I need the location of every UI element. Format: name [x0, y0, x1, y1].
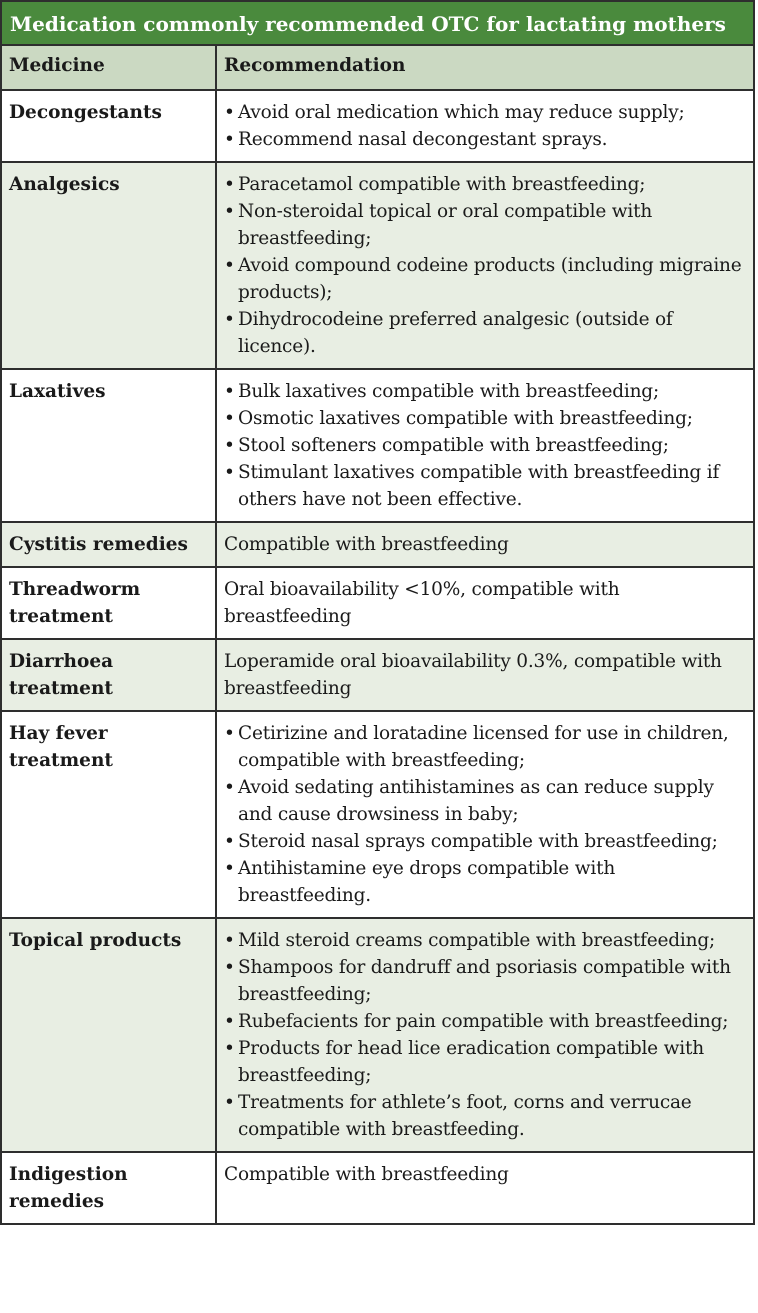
- recommendation-item: • Avoid compound codeine products (including migraine products);: [224, 252, 745, 306]
- recommendation-text: Compatible with breastfeeding: [224, 534, 509, 555]
- recommendation-list: [224, 720, 745, 909]
- recommendation-table: [2, 46, 753, 1223]
- recommendation-list: [224, 927, 745, 1143]
- table-row: [2, 522, 753, 567]
- medicine-cell: Threadworm treatment: [2, 567, 216, 639]
- medicine-cell: Hay fever treatment: [2, 711, 216, 918]
- recommendation-list: [224, 378, 745, 513]
- table-title: Medication commonly recommended OTC for lactating mothers: [2, 2, 753, 46]
- recommendation-item: • Bulk laxatives compatible with breastfeeding;: [224, 378, 745, 405]
- recommendation-item: • Treatments for athlete’s foot, corns and verrucae compatible with breastfeeding.: [224, 1089, 745, 1143]
- recommendation-item: • Avoid sedating antihistamines as can reduce supply and cause drowsiness in baby;: [224, 774, 745, 828]
- recommendation-item: • Stimulant laxatives compatible with breastfeeding if others have not been effective.: [224, 459, 745, 513]
- recommendation-item: • Paracetamol compatible with breastfeeding;: [224, 171, 745, 198]
- medicine-cell: Diarrhoea treatment: [2, 639, 216, 711]
- medicine-cell: Decongestants: [2, 90, 216, 162]
- recommendation-text: Compatible with breastfeeding: [224, 1164, 509, 1185]
- table-row: [2, 1152, 753, 1223]
- recommendation-item: • Stool softeners compatible with breastfeeding;: [224, 432, 745, 459]
- medicine-cell: Cystitis remedies: [2, 522, 216, 567]
- recommendation-cell: [216, 90, 753, 162]
- recommendation-item: • Non-steroidal topical or oral compatible with breastfeeding;: [224, 198, 745, 252]
- recommendation-cell: [216, 1152, 753, 1223]
- recommendation-cell: [216, 369, 753, 522]
- recommendation-cell: [216, 567, 753, 639]
- recommendation-cell: [216, 918, 753, 1152]
- recommendation-text: Oral bioavailability <10%, compatible with breastfeeding: [224, 579, 620, 627]
- recommendation-cell: [216, 639, 753, 711]
- recommendation-cell: [216, 162, 753, 369]
- recommendation-item: • Avoid oral medication which may reduce supply;: [224, 99, 745, 126]
- table-row: [2, 567, 753, 639]
- recommendation-text: Loperamide oral bioavailability 0.3%, compatible with breastfeeding: [224, 651, 722, 699]
- recommendation-item: • Mild steroid creams compatible with breastfeeding;: [224, 927, 745, 954]
- header-medicine: Medicine: [2, 46, 216, 90]
- recommendation-item: • Osmotic laxatives compatible with breastfeeding;: [224, 405, 745, 432]
- recommendation-item: • Antihistamine eye drops compatible with breastfeeding.: [224, 855, 745, 909]
- header-recommendation: Recommendation: [216, 46, 753, 90]
- recommendation-cell: [216, 711, 753, 918]
- table-row: [2, 711, 753, 918]
- medicine-cell: Analgesics: [2, 162, 216, 369]
- table-row: [2, 918, 753, 1152]
- recommendation-cell: [216, 522, 753, 567]
- medicine-cell: Indigestion remedies: [2, 1152, 216, 1223]
- recommendation-item: • Steroid nasal sprays compatible with breastfeeding;: [224, 828, 745, 855]
- table-row: [2, 90, 753, 162]
- table-row: [2, 639, 753, 711]
- header-row: [2, 46, 753, 90]
- medicine-cell: Topical products: [2, 918, 216, 1152]
- medicine-cell: Laxatives: [2, 369, 216, 522]
- table-row: [2, 162, 753, 369]
- recommendation-item: • Shampoos for dandruff and psoriasis compatible with breastfeeding;: [224, 954, 745, 1008]
- recommendation-item: • Recommend nasal decongestant sprays.: [224, 126, 745, 153]
- recommendation-list: [224, 99, 745, 153]
- recommendation-item: • Cetirizine and loratadine licensed for use in children, compatible with breastfeeding;: [224, 720, 745, 774]
- recommendation-item: • Products for head lice eradication compatible with breastfeeding;: [224, 1035, 745, 1089]
- recommendation-item: • Rubefacients for pain compatible with breastfeeding;: [224, 1008, 745, 1035]
- recommendation-item: • Dihydrocodeine preferred analgesic (outside of licence).: [224, 306, 745, 360]
- recommendation-list: [224, 171, 745, 360]
- table-row: [2, 369, 753, 522]
